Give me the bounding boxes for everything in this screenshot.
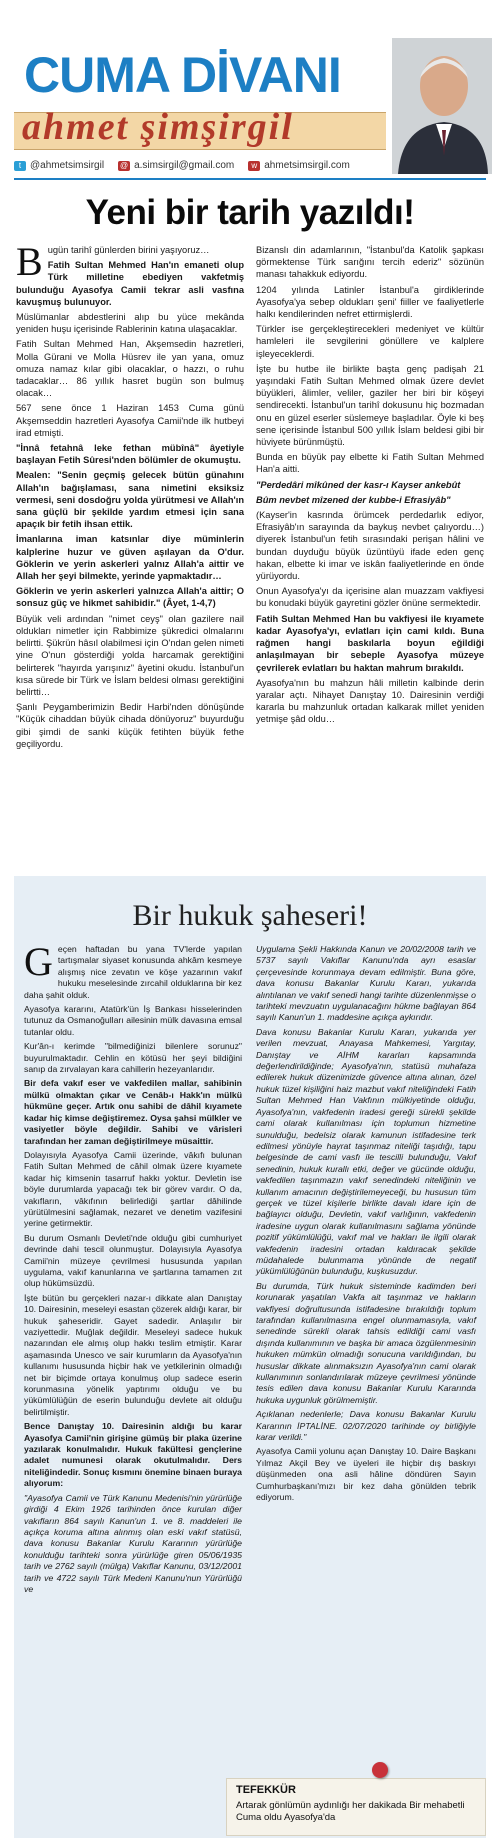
paragraph: Bu durum Osmanlı Devleti'nde olduğu gibi cumhuriyet devrinde dahi tescil olunmuştur. Dolayısıyla Ayasofya Camii'nin müzeye çevrilmesi hususunda yapılan uygulama, vakıf kanunlarına ve şartlarına tamamen zıt olup hükümsüzdü.: [24, 1232, 242, 1289]
paragraph: Dolayısıyla Ayasofya Camii üzerinde, vâkıfı bulunan Fatih Sultan Mehmed de câhil olmak üzere kıyamete kadar hiç kimsenin tasarruf hakkı yoktur. Devletin ise böyle durumlarda yapacağı tek bir görev vardır. O da, vakıfların, vâkıfının belirlediği şartlar dâhilinde yürütülmesini sağlamak, nezaret ve denetim vazifesini yerine getirmektir.: [24, 1149, 242, 1229]
author-portrait-icon: [392, 38, 492, 174]
paragraph: Şanlı Peygamberimizin Bedir Harbi'nden dönüşünde "Küçük cihaddan büyük cihada dönüyoruz" buyurduğu gibi şimdi de sanki küçük fetihten büyük fethe geçiliyordu.: [16, 702, 244, 749]
contact-line: [14, 160, 350, 171]
tefekkur-title: TEFEKKÜR: [236, 1784, 296, 1796]
paragraph: Ayasofya Camii yolunu açan Danıştay 10. Daire Başkanı Yılmaz Akçil Bey ve üyeleri ile hiçbir dış baskıyı düşünmeden ona asli hâline döndüren Sayın Cumhurbaşkanı'mızı bir kez daha gönülden tebrik ediyorum.: [256, 1446, 476, 1503]
article1-left-column: [16, 239, 244, 753]
paragraph: "İnnâ fetahnâ leke fethan mübînâ" âyetiyle başlayan Fetih Sûresi'nden bölümler de okumuştu.: [16, 443, 244, 466]
paragraph: Müslümanlar abdestlerini alıp bu yüce mekânda yeniden huşu içerisinde Rablerinin katına ulaşacaklar.: [16, 312, 244, 335]
twitter-icon: t: [14, 161, 26, 171]
headline: Yeni bir tarih yazıldı!: [85, 193, 415, 232]
email-address[interactable]: a.simsirgil@gmail.com: [134, 160, 235, 171]
paragraph: Mealen: "Senin geçmiş gelecek bütün günahını Allah'ın bağışlaması, sana nimetini eksiksiz vermesi, seni dosdoğru yolda yürütmesi ve Allah'ın sana güçlü bir şekilde yardım etmesi için sana apaçık bir fetih ihsan ettik.: [16, 470, 244, 530]
website[interactable]: ahmetsimsirgil.com: [264, 160, 350, 171]
mail-icon: @: [120, 160, 129, 170]
paragraph: Bir defa vakıf eser ve vakfedilen mallar, sahibinin mülkü olmaktan çıkar ve Cenâb-ı Hakk'ın mülkü hükmüne geçer. Artık onu sahibi de dâhil kıyamete kadar hiç kimse değiştiremez. Oysa şahsi mülkler ve vasiyetler böyle değildir. Sahibi ve vârisleri tarafından her zaman değiştirilmeye müsaittir.: [24, 1078, 242, 1146]
paragraph: eçen haftadan bu yana TV'lerde yapılan tartışmalar siyaset konusunda ahkâm kesmeye alışmış nice zevatın ve köşe yazarının vakıf hukuku meselesinde zırcahil olduklarına bir kez daha şahit olduk.: [24, 944, 242, 1000]
paragraph: 1204 yılında Latinler İstanbul'a girdiklerinde Ayasofya'ya sebep oldukları şeni' fiiller ve faaliyetlerle halkı kendilerinden nefret ettirmişlerdi.: [256, 284, 484, 320]
paragraph: Kur'ân-ı kerimde "bilmediğinizi bilenlere sorunuz" buyurulmaktadır. Cehlin en kötüsü her şeyi bildiğini sanıp da zırvalayan kara cahillerin hezeyanlarıdır.: [24, 1041, 242, 1075]
masthead-rule: [14, 178, 486, 180]
section2-title: Bir hukuk şaheseri!: [132, 899, 368, 932]
paragraph: ugün tarihî günlerden birini yaşıyoruz…: [47, 245, 210, 255]
section2-left-column: [24, 939, 242, 1598]
quote-paragraph: Dava konusu Bakanlar Kurulu Kararı, yukarıda yer verilen mevzuat, Anayasa Mahkemesi, Yargıtay, Danıştay ve AİHM kararları kapsamında değerlendirildiğinde; Ayasofya'nın, statüsü muhafaza edilerek hukuk düzenimizde güvence altına alınan, özel hukuk tüzel kişiliğini haiz mazbut vakıf niteliğindeki Fatih Sultan Mehmed Han Vakfının mülkiyetinde olduğu, Ayasofya'nın, vakfedenin iradesi gereği sürekli şekilde cami olarak kullanılması için toplumun hizmetine sunulduğu, bedelsiz olarak kamunun istifadesine terk edilmesi yönüyle hayrat taşınmaz niteliği taşıdığı, tapu belgesinde de cami vasfı ile tescilli bulunduğu, Vakıf senedinin, hukuk kurallı etki, değer ve gücünde olduğu, vakfedilen taşınmazın vakıf senedindeki niteliğinin ve kullanım amacının değiştirilemeyeceği, bu hususun tüm gerçek ve tüzel kişilerle birlikte davalı idare için de bağlayıcı olduğu, Devletin, vakıf varlığının, vakfedenin iradesine uygun olarak kullanılmasını sağlama yönünde pozitif yükümlülüğü, vakıf mal ve hakları ile ilgili olarak vakfedenin iradesini ortadan kaldıracak şekilde müdahalede bulunmama yönünde de negatif yükümlülüğünün bulunduğu, kuşkusuzdur.: [256, 1026, 476, 1277]
paragraph: (Kayser'in kasrında örümcek perdedarlık ediyor, Efrasiyâb'ın sarayında da baykuş nevbet çalıyordu…) diyerek İstanbul'un fetih sırasındaki perişan hâlini ve bundan duyduğu büyük üzüntüyü ifade eden genç hakan, elbette ki imar ve iskân faaliyetlerinde en önde yürüyordu.: [256, 510, 484, 582]
paragraph: Büyük veli ardından "nimet ceyş" olan gazilere nail oldukları nimetler için Rabbimize şükredici olmalarını belirtti. Şükrün hâsıl olabilmesi için O'ndan gelen nimeti yine O'nun gösterdiği yolda harcamak gerektiğini belirterek "hayırda yarışınız" âyetini okudu. İstanbul'un kısa sürede bir Türk ve İslam beldesi olması gerektiğini belirtti…: [16, 613, 244, 697]
paragraph: Bence Danıştay 10. Dairesinin aldığı bu karar Ayasofya Camii'nin girişine gümüş bir plaka üzerine yazılarak konulmalıdır. Hukuk fakültesi gençlerine adalet numunesi olarak okutulmalıdır. Ders niteliğindedir. Sonuç kısmını önemine binaen buraya alıyorum:: [24, 1421, 242, 1489]
masthead: [0, 0, 500, 180]
paragraph: Bunda en büyük pay elbette ki Fatih Sultan Mehmed Han'a aitti.: [256, 452, 484, 475]
section2-right-column: [256, 944, 476, 1507]
author-photo: [392, 38, 492, 174]
paragraph: 567 sene önce 1 Haziran 1453 Cuma günü Akşemseddin hazretleri Ayasofya Camii'nde ilk hutbeyi irad etmişti.: [16, 403, 244, 438]
quote-paragraph: Açıklanan nedenlerle; Dava konusu Bakanlar Kurulu Kararının İPTALİNE. 02/07/2020 tarihinde oy birliğiyle karar verildi.": [256, 1409, 476, 1443]
paragraph: İşte bu hutbe ile birlikte başta genç padişah 21 yaşındaki Fatih Sultan Mehmed olmak üzere devlet büyükleri, âlimler, veliler, gaziler her biri bir köşeyi sendirecekti. İstanbul'un tarihî dokusunu hiç bozmadan onu en güzel eserler süslemeye başladılar. Öyle ki beş sene içerisinde İstanbul 500 yıllık İslam beldesi gibi bir hüviyete bürünmüştü.: [256, 363, 484, 448]
paragraph: Fatih Sultan Mehmed Han'ın emaneti olup Türk milletine ebediyen vakfetmiş bulunduğu Ayasofya Camii tekrar asli vasfına kavuşmuş bulunuyor.: [16, 260, 244, 307]
tefekkur-text: Artarak gönlümün aydınlığı her dakikada Bir mehabetli Cuma oldu Ayasofya'da: [236, 1800, 465, 1823]
pushpin-icon: [372, 1762, 388, 1778]
paragraph: Onun Ayasofya'yı da içerisine alan muazzam vakfiyesi bu konudaki büyük gayretini gözler önüne sermektedir.: [256, 586, 484, 609]
article1-right-column: [256, 244, 484, 729]
quote-paragraph: Bu durumda, Türk hukuk sisteminde kadimden beri korunarak yaşatılan Vakfa ait taşınmaz ve hakların vakfiyesi doğrultusunda istifadesine bırakıldığı toplum tarafından kullanılmasına engel olunmamasıyla, vakıf senedinde sürekli olarak tahsis edildiği cami vasfı dışında kullanımının ve başka bir amaca özgülenmesinin hukuken mümkün olmadığı sonucuna varıldığından, bu hususlar dikkate alınmaksızın Ayasofya'nın cami olarak kullanımının sonlandırılarak müzeye çevrilmesi yönünde tesis edilen dava konusu Bakanlar Kurulu Kararında hukuka uygunluk görülmemiştir.: [256, 1280, 476, 1405]
paragraph: İşte bütün bu gerçekleri nazar-ı dikkate alan Danıştay 10. Dairesinin, meseleyi esastan çözerek aldığı karar, bir hukuk şaheseridir. Gayet sadedir. Anlaşılır bir vaziyettedir. Muğlak değildir. Meseleyi sadece hukuk nazarından ele almış olup hakkı teslim etmiştir. Karar aşamasında Unesco ve sair kurumların da Ayasofya'nın kullanımı hususunda hiçbir hak ve yetkilerinin olmadığı net bir biçimde ortaya konulmuş olup sadece eserin korunmasına yönelik yaptırımı olduğu ve bu yükümlülüğün de eserin bulunduğu devlete ait olduğu belirtilmiştir.: [24, 1292, 242, 1417]
drop-cap: G: [24, 939, 53, 984]
paragraph: Bizanslı din adamlarının, "İstanbul'da Katolik şapkası görmektense Türk sarığını tercih ederiz" sözünün manası tahakkuk ediyordu.: [256, 245, 484, 280]
author-name: ahmet şimşirgil: [22, 106, 294, 148]
paragraph: Fatih Sultan Mehmed Han bu vakfiyesi ile kıyamete kadar Ayasofya'yı, evlatları için cami kıldı. Buna rağmen hangi baskılarla boyun eğildiği anlaşılmayan bir sebeple Ayasofya müzeye çevrilerek evlatları bu haktan mahrum bırakıldı.: [256, 613, 484, 673]
paragraph: Ayasofya'nın bu mahzun hâli milletin kalbinde derin yaralar açtı. Nihayet Danıştay 10. Dairesinin verdiği kararla bu mahzunluk ortadan kalkarak millet yeniden yetmişe şâd oldu…: [256, 677, 484, 725]
paragraph: Fatih Sultan Mehmed Han, Akşemsedin hazretleri, Molla Gürani ve Molla Hüsrev ile yan yana, omuz omuza namaz kılar gibi olacaklar, o hazzı, o ruhu tadacaklar… 86 yıllık hasret bugün son bulmuş olacak…: [16, 339, 244, 399]
paragraph: Türkler ise gerçekleştirecekleri medeniyet ve kültür hamleleri ile sevgilerini gönüllere ve kalplere işleyeceklerdi.: [256, 324, 484, 359]
paragraph: İmanlarına iman katsınlar diye müminlerin kalplerine huzur ve güven aşılayan da O'dur. Göklerin ve yerin askerleri yalnız Allah'a aittir ve Allah her şeyi bilmekte, yerinde yapmaktadır…: [16, 534, 244, 582]
poem-line: "Perdedâri mîkûned der kasr-ı Kayser ankebût: [256, 479, 461, 490]
quote-paragraph: Uygulama Şekli Hakkında Kanun ve 20/02/2008 tarih ve 5737 sayılı Vakıflar Kanunu'nda ayrı esaslar çerçevesinde korunmaya devam edilmiştir. Buna göre, dava konusu Bakanlar Kurulu Kararı, yukarıda alıntılanan ve vakıf senedi hangi tarihte düzenlenmişse o tarihteki mevzuatın uygulanacağını hükme bağlayan 864 sayılı Kanun'un 1. maddesine açıkça aykırıdır.: [256, 944, 476, 1023]
paragraph: Göklerin ve yerin askerleri yalnızca Allah'a aittir; O sonsuz güç ve hikmet sahibidir." (Âyet, 1-4,7): [16, 586, 244, 609]
paragraph: Ayasofya kararını, Atatürk'ün İş Bankası hisselerinden tutunuz da Osmanoğulları ailesinin mülk davasına emsal tutanlar oldu.: [24, 1004, 242, 1037]
quote-paragraph: "Ayasofya Camii ve Türk Kanunu Medenisi'nin yürürlüğe girdiği 4 Ekim 1926 tarihinden önce kurulan diğer vakıfların 864 sayılı Kanun'un 1. ve 8. maddeleri ile açıkça koruma altına alınmış olan eski vakıf statüsü, dava konusu Bakanlar Kurulu Kararının yürürlüğe konulduğu tarihteki sonra yürürlüğe giren 05/06/1935 tarih ve 2762 sayılı (mülga) Vakıflar Kanunu, 03/12/2001 tarih ve 4722 sayılı Türk Medeni Kanunu'nun Yürürlüğü ve: [24, 1492, 242, 1594]
column-title: CUMA DİVANI: [24, 47, 341, 103]
drop-cap: B: [16, 239, 43, 284]
twitter-handle[interactable]: @ahmetsimsirgil: [30, 160, 105, 171]
poem-line: Bûm nevbet mîzened der kubbe-i Efrasiyâb": [256, 494, 451, 505]
web-icon: w: [248, 161, 260, 171]
